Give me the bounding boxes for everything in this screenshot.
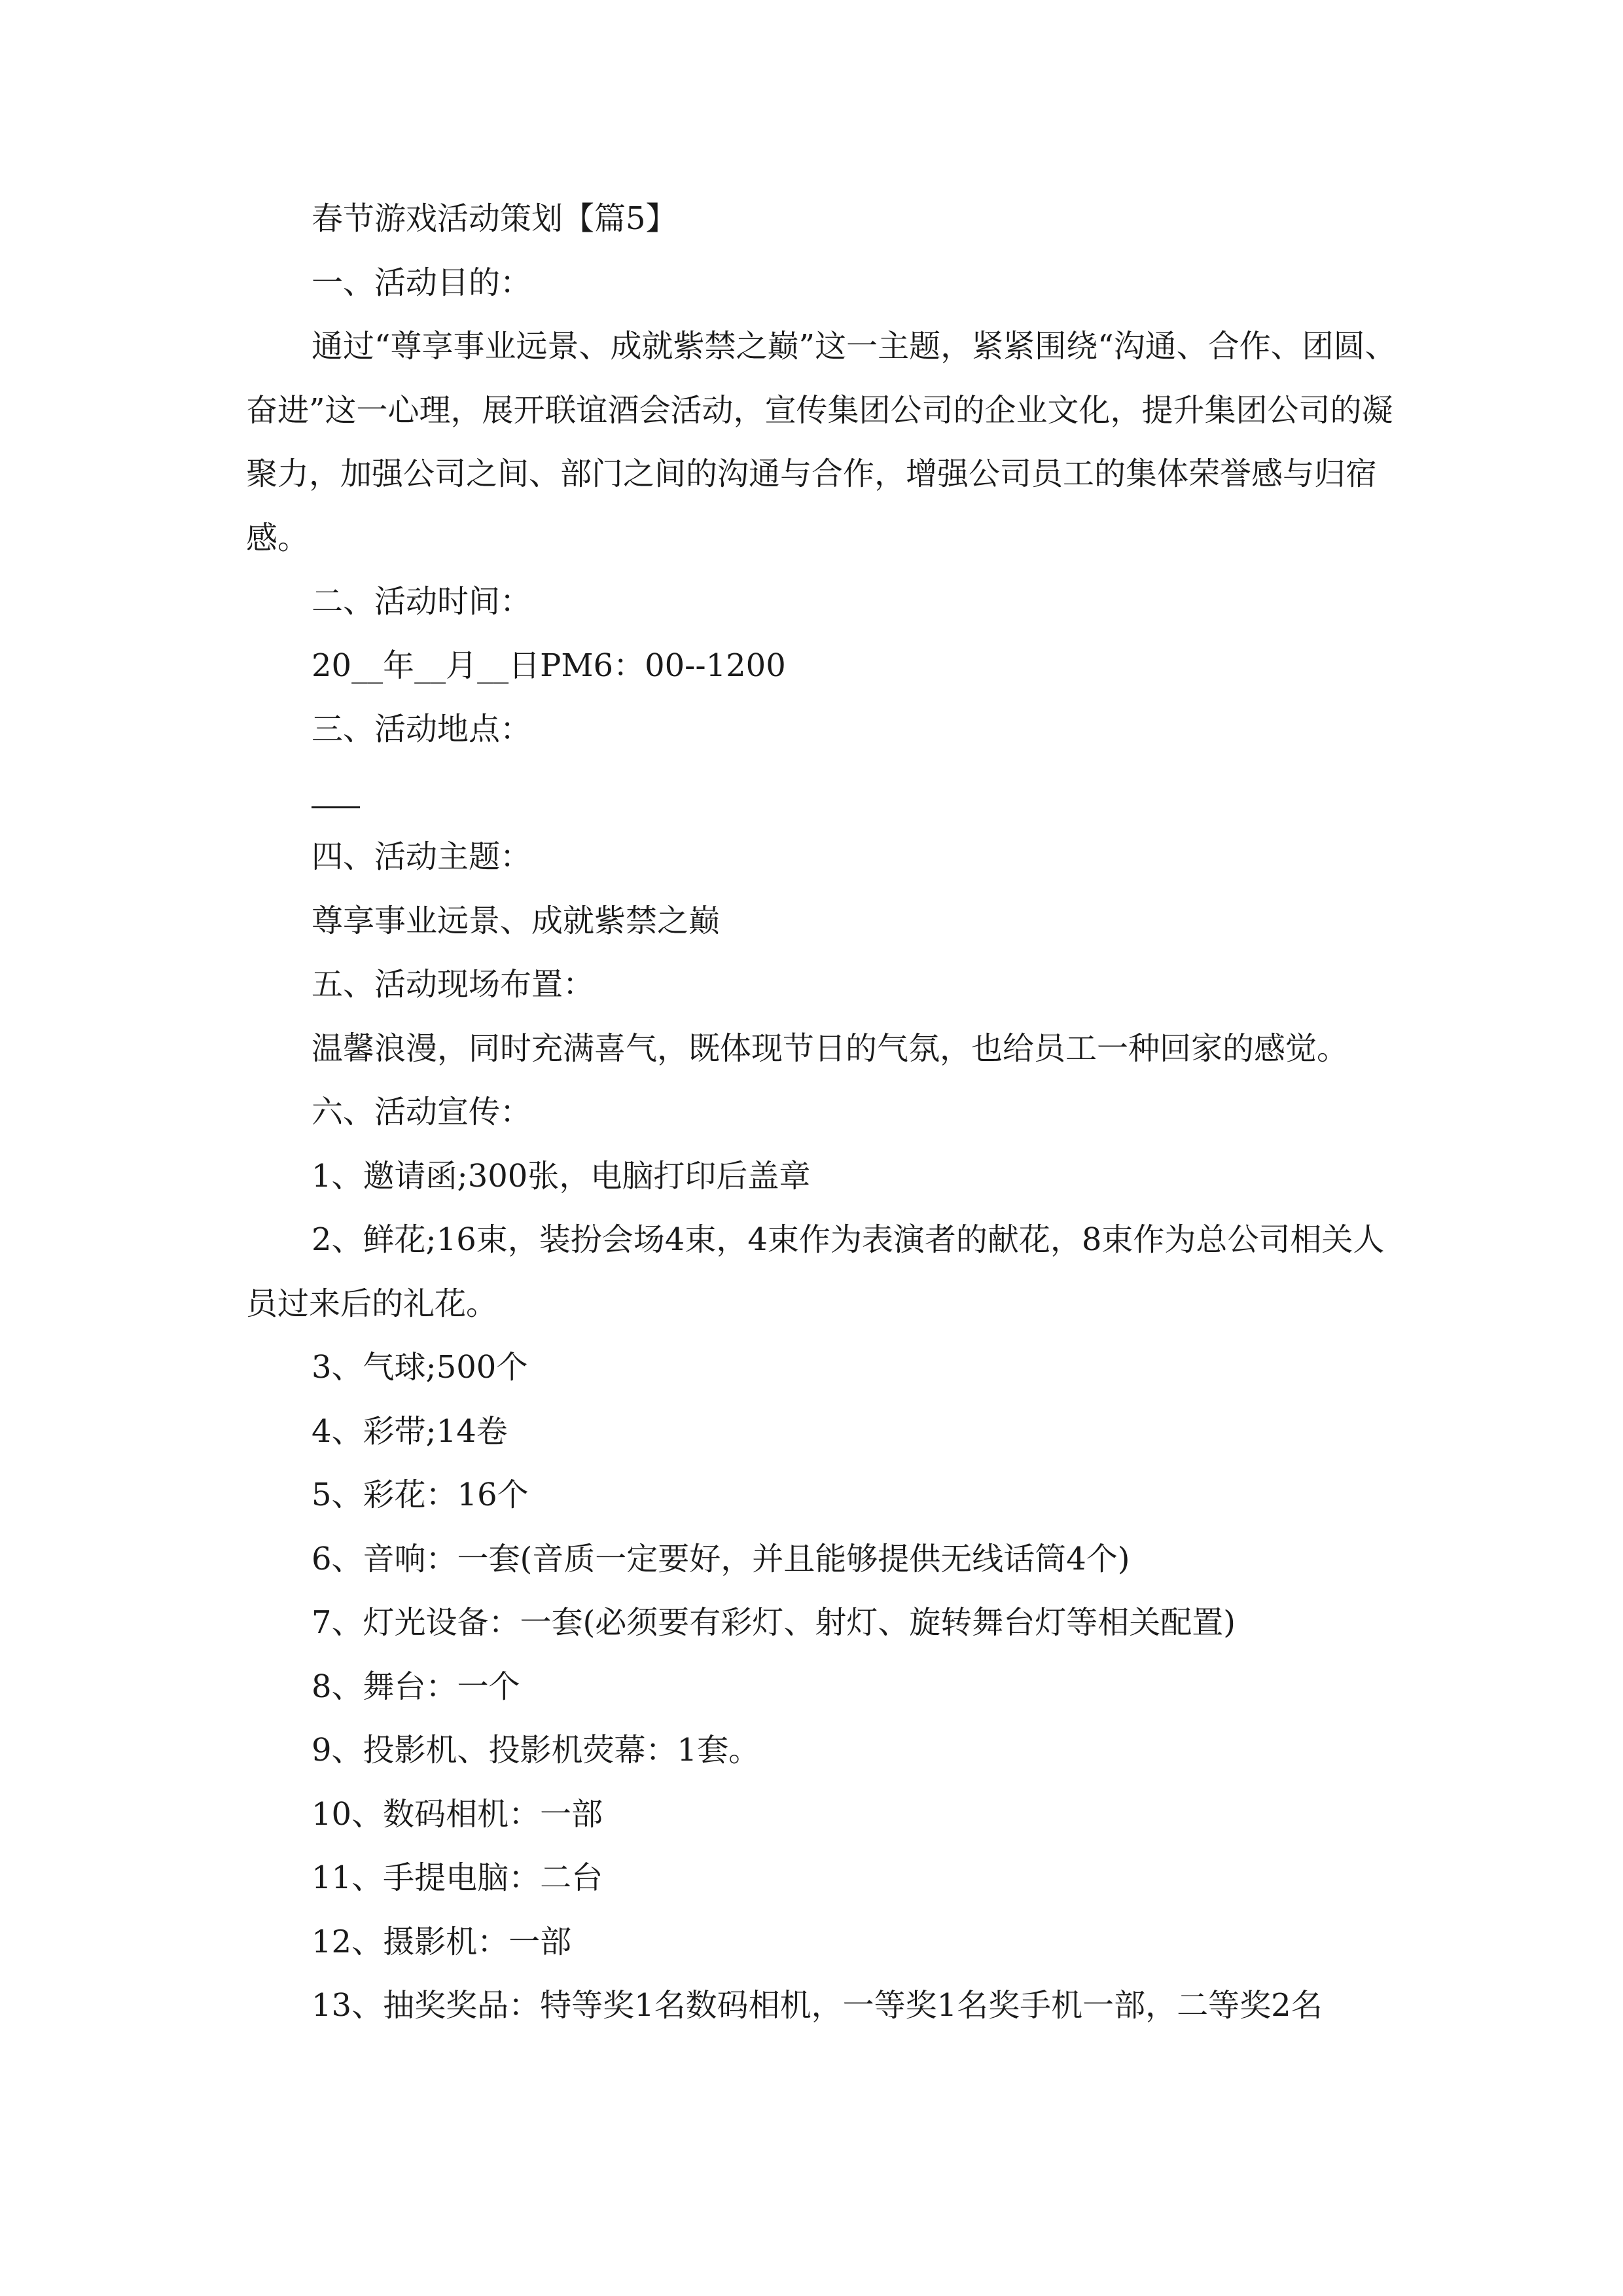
- layout-text: 温馨浪漫，同时充满喜气，既体现节日的气氛，也给员工一种回家的感觉。: [312, 1030, 1349, 1067]
- theme-text: 尊享事业远景、成就紫禁之巅: [312, 902, 721, 939]
- list-item: 9、投影机、投影机荧幕：1套。: [312, 1732, 760, 1768]
- list-item: 4、彩带;14卷: [312, 1412, 508, 1450]
- list-item: 13、抽奖奖品：特等奖1名数码相机，一等奖1名奖手机一部，二等奖2名: [312, 1987, 1323, 2024]
- section-heading-place: 三、活动地点：: [312, 711, 532, 747]
- list-item: 1、邀请函;300张，电脑打印后盖章: [312, 1157, 811, 1194]
- section-heading-time: 二、活动时间：: [312, 583, 532, 620]
- section-heading-purpose: 一、活动目的：: [312, 264, 532, 301]
- time-text: 20__年__月__日PM6：00--1200: [312, 647, 786, 684]
- list-item: 8、舞台：一个: [312, 1668, 520, 1705]
- section-heading-theme: 四、活动主题：: [312, 838, 532, 875]
- list-item: 12、摄影机：一部: [312, 1923, 572, 1960]
- section-heading-layout: 五、活动现场布置：: [312, 966, 595, 1003]
- list-item: 5、彩花：16个: [312, 1477, 529, 1513]
- list-item: 6、音响：一套(音质一定要好，并且能够提供无线话筒4个): [312, 1540, 1130, 1577]
- document-body: [246, 187, 1398, 2038]
- purpose-paragraph: 通过“尊享事业远景、成就紫禁之巅”这一主题，紧紧围绕“沟通、合作、团圆、奋进”这一心理，展开联谊酒会活动，宣传集团公司的企业文化，提升集团公司的凝聚力，加强公司之间、部门之间的沟通与合作，增强公司员工的集体荣誉感与归宿感。: [246, 328, 1397, 556]
- list-item: 7、灯光设备：一套(必须要有彩灯、射灯、旋转舞台灯等相关配置): [312, 1604, 1236, 1641]
- list-item: 11、手提电脑：二台: [312, 1859, 603, 1896]
- place-blank-line: [246, 762, 1398, 826]
- document-title: 春节游戏活动策划【篇5】: [312, 200, 677, 237]
- list-item: 10、数码相机：一部: [312, 1795, 603, 1833]
- list-item: 3、气球;500个: [312, 1349, 528, 1386]
- section-heading-promotion: 六、活动宣传：: [312, 1094, 532, 1130]
- list-item: 2、鲜花;16束，装扮会场4束，4束作为表演者的献花，8束作为总公司相关人员过来后的礼花。: [246, 1221, 1385, 1322]
